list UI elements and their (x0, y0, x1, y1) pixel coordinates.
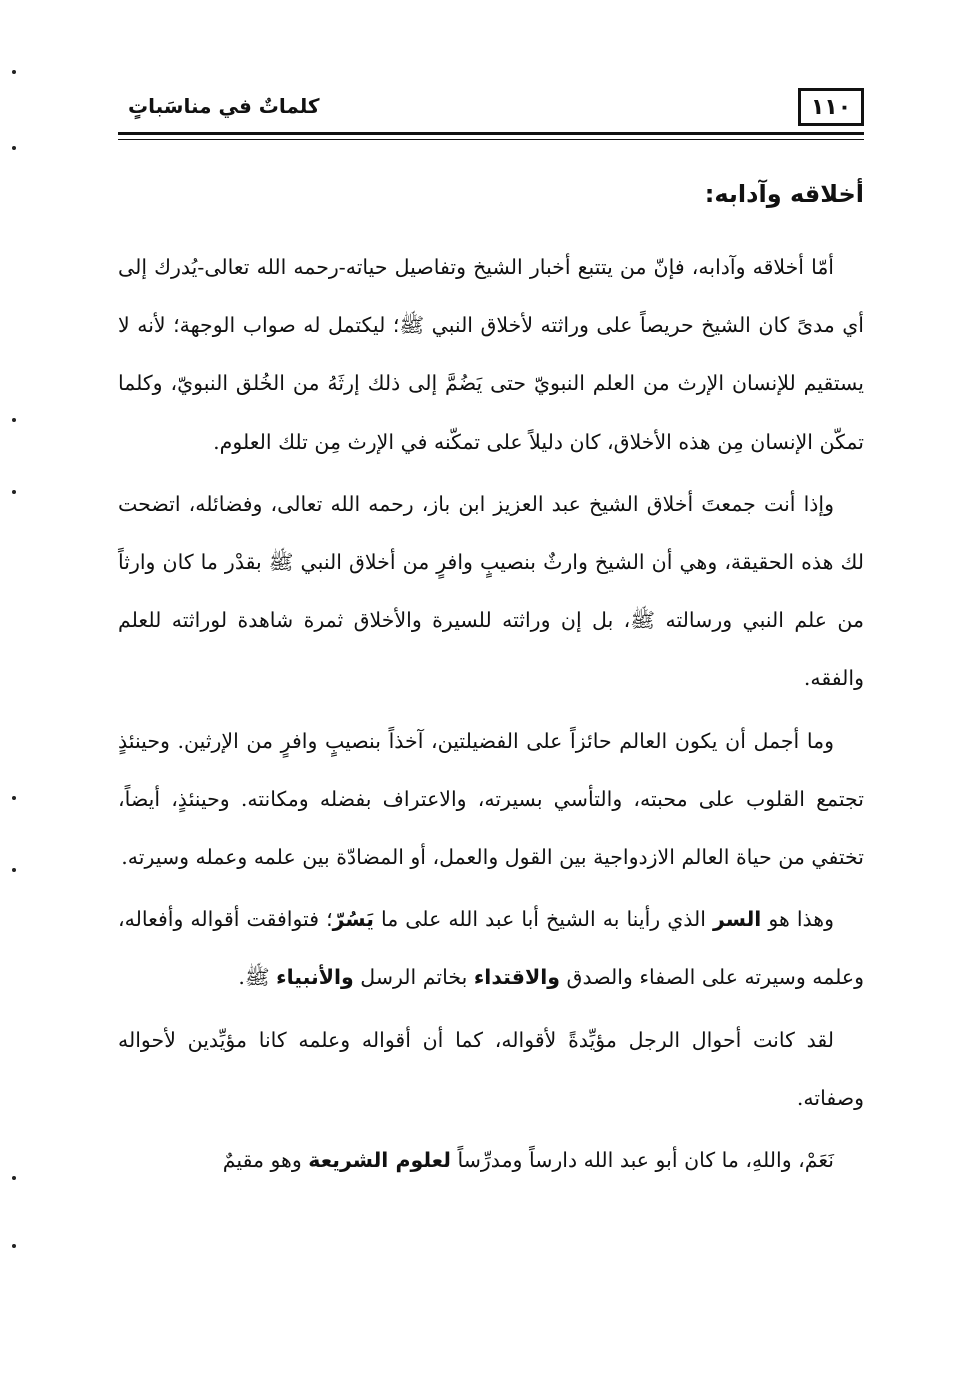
bold-term: لعلوم الشريعة (308, 1148, 451, 1173)
margin-dot (12, 1244, 16, 1248)
text-run: نَعَمْ، واللهِ، ما كان أبو عبد الله دارساً ومدرِّساً (450, 1148, 834, 1173)
paragraph: وإذا أنت جمعتَ أخلاق الشيخ عبد العزيز ابن باز، رحمه الله تعالى، وفضائله، اتضحت لك هذه الحقيقة، وهي أن الشيخ وارثٌ بنصيبٍ وافرٍ من أخلاق النبي ﷺ بقدْر ما كان وارثاً من علم النبي ورسالته ﷺ، بل إن وراثته للسيرة والأخلاق ثمرة شاهدة لوراثته للعلم والفقه. (118, 491, 864, 691)
margin-dot (12, 868, 16, 872)
paragraph (118, 1131, 864, 1189)
text-run: وهو مقيمٌ (222, 1148, 309, 1173)
page-header (118, 88, 864, 134)
header-rule-thin (118, 139, 864, 140)
bold-term: والاقتداء (473, 965, 561, 990)
margin-dot (12, 70, 16, 74)
section-heading: أخلاقه وآدابه: (704, 180, 864, 208)
text-run: ؛ فتوافقت أقواله وأفعاله، وعلمه وسيرته على الصفاء والصدق (118, 907, 864, 990)
bold-term: والأنبياء (276, 965, 354, 990)
paragraph: لقد كانت أحوال الرجل مؤيِّدةً لأقواله، كما أن أقواله وعلمه كانا مؤيِّدين لأحواله وصفاته. (118, 1027, 864, 1110)
paragraph (118, 890, 864, 1006)
paragraph: أمّا أخلاقه وآدابه، فإنّ من يتتبع أخبار الشيخ وتفاصيل حياته-رحمه الله تعالى-يُدرك إلى أي مدىً كان الشيخ حريصاً على وراثته لأخلاق النبي ﷺ؛ ليكتمل له صواب الوجهة؛ لأنه لا يستقيم للإنسان الإرث من العلم النبويّ حتى يَضُمَّ إلى ذلك إرثَهُ من الخُلق النبويّ، وكلما تمكّن الإنسان مِن هذه الأخلاق، كان دليلاً على تمكّنه في الإرث مِن تلك العلوم. (118, 255, 864, 454)
margin-dot (12, 796, 16, 800)
margin-dot (12, 1176, 16, 1180)
margin-dot (12, 490, 16, 494)
text-run: وهذا هو (761, 907, 834, 932)
bold-term: يَسُرّ (332, 907, 374, 932)
margin-dot (12, 418, 16, 422)
running-title: كلماتٌ في مناسَباتٍ (128, 94, 320, 118)
text-run: الذي رأينا به الشيخ أبا عبد الله على ما (373, 907, 713, 932)
margin-dot (12, 146, 16, 150)
paragraph: وما أجمل أن يكون العالم حائزاً على الفضيلتين، آخذاً بنصيبٍ وافرٍ من الإرثين. وحينئذٍ تجتمع القلوب على محبته، والتأسي بسيرته، والاعتراف بفضله ومكانته. وحينئذٍ، أيضاً، تختفي من حياة العالم الازدواجية بين القول والعمل، أو المضادّة بين علمه وعمله وسيرته. (118, 728, 864, 870)
bold-term: السر (713, 907, 762, 932)
header-rule-thick (118, 132, 864, 135)
page-number: ١١٠ (798, 88, 864, 126)
text-run: ﷺ. (238, 965, 277, 990)
text-run: بخاتم الرسل (353, 965, 474, 990)
body-content (118, 172, 864, 1193)
